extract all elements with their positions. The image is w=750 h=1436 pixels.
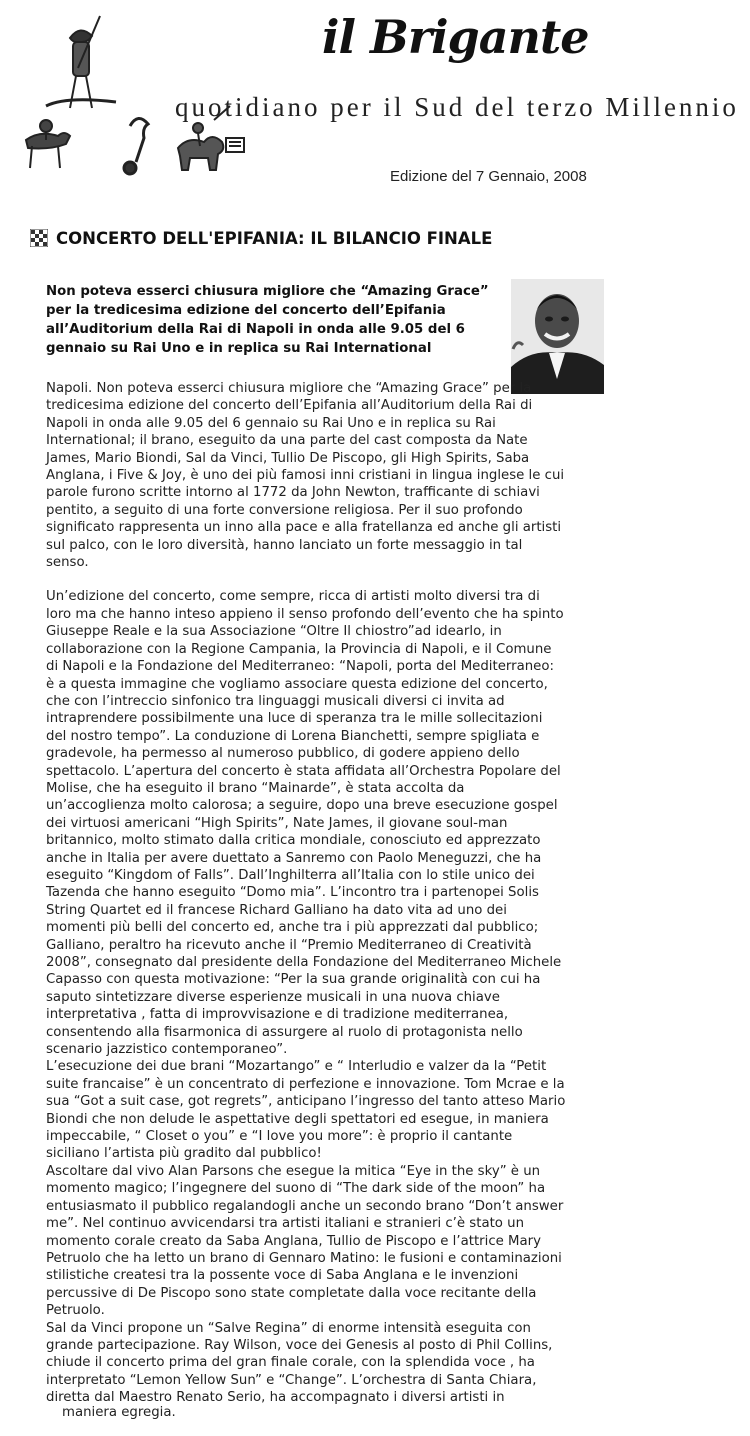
article-paragraph: Ascoltare dal vivo Alan Parsons che esegue la mitica “Eye in the sky” è un momento magico; l’ingegnere del suono di “The dark side of the moon” ha entusiasmato il pubblico regalandogli anche un secondo brano “Don’t answer me”. Nel continuo avvicendarsi tra artisti italiani e stranieri c’è stato un momento corale creato da Saba Anglana, Tullio de Piscopo e l’attrice Mary Petruolo che ha letto un brano di Gennaro Matino: le fusioni e contaminazioni stilistiche createsi tra la possente voce di Saba Anglana e le invenzioni percussive di De Piscopo sono state completate dalla voce recitante della Petruolo. [46, 1163, 564, 1319]
brigand-figure-icon [46, 16, 116, 108]
article-headline: CONCERTO DELL'EPIFANIA: IL BILANCIO FINALE [56, 228, 493, 248]
article-paragraph: Un’edizione del concerto, come sempre, ricca di artisti molto diversi tra di loro ma che hanno inteso appieno il senso profondo dell’evento che ha spinto Giuseppe Reale e la sua Associazione “Oltre Il chiostro”ad idearlo, in collaborazione con la Regione Campania, la Provincia di Napoli, e il Comune di Napoli e la Fondazione del Mediterraneo: “Napoli, porta del Mediterraneo: è a questa immagine che vogliamo associare questa edizione del concerto, che con l’intreccio sinfonico tra linguaggi musicali diversi ci invita ad intraprendere possibilmente una luce di speranza tra le mille sollecitazioni del nostro tempo”. La conduzione di Lorena Bianchetti, sempre spigliata e gradevole, ha permesso al numeroso pubblico, di godere appieno dello spettacolo. L’apertura del concerto è stata affidata all’Orchestra Popolare del Molise, che ha eseguito il brano “Mainarde”, è stata accolta da un’accoglienza molto calorosa; a seguire, dopo una breve esecuzione gospel dei virtuosi americani “High Spirits”, Nate James, il giovane soul-man britannico, molto stimato dalla critica mondiale, conosciuto ed apprezzato anche in Italia per avere duettato a Sanremo con Paolo Meneguzzi, che ha eseguito “Kingdom of Falls”. Dall’Inghilterra all’Italia con lo stile unico dei Tazenda che hanno eseguito “Domo mia”. L’incontro tra i partenopei Solis String Quartet ed il francese Richard Galliano ha dato vita ad uno dei momenti più belli del concerto ed, anche tra i più apprezzati dal pubblico; Galliano, peraltro ha ricevuto anche il “Premio Mediterraneo di Creatività 2008”, consegnato dal presidente della Fondazione del Mediterraneo Michele Capasso con questa motivazione: “Per la sua grande originalità con cui ha saputo sintetizzare diverse esperienze musicali in una nuova chiave interpretativa , fatta di improvvisazione e di tradizione mediterranea, consentendo alla fisarmonica di assurgere al ruolo di protagonista nello scenario jazzistico contemporaneo”. [46, 589, 564, 1058]
article-signoff: maniera egregia. [62, 1405, 176, 1420]
antique-arms-icon [124, 118, 148, 174]
masthead [0, 0, 750, 200]
edition-date: Edizione del 7 Gennaio, 2008 [390, 168, 587, 185]
newspaper-icon [226, 138, 244, 152]
article-photo [511, 279, 604, 394]
article-paragraph: Napoli. Non poteva esserci chiusura migliore che “Amazing Grace” per la tredicesima edizione del concerto dell’Epifania all’Auditorium della Rai di Napoli in onda alle 9.05 del 6 gennaio su Rai Uno e in replica su Rai International; il brano, eseguito da una parte del cast composta da Nate James, Mario Biondi, Sal da Vinci, Tullio De Piscopo, gli High Spirits, Saba Anglana, i Five & Joy, è uno dei più famosi inni cristiani in lingua inglese le cui parole furono scritte intorno al 1772 da John Newton, trafficante di schiavi pentito, a seguito di una forte conversione religiosa. Per il suo profondo significato rappresenta un inno alla pace e alla fratellanza ed anche gli artisti sul palco, con le loro diversità, hanno lanciato un forte messaggio in tal senso. [46, 381, 565, 571]
headline-row [30, 226, 492, 250]
article-paragraph: Sal da Vinci propone un “Salve Regina” di enorme intensità eseguita con grande partecipazione. Ray Wilson, voce dei Genesis al posto di Phil Collins, chiude il concerto prima del gran finale corale, con la splendida voce , ha interpretato “Lemon Yellow Sun” e “Change”. L’orchestra di Santa Chiara, diretta dal Maestro Renato Serio, ha accompagnato i diversi artisti in [46, 1320, 553, 1406]
portrait-image [511, 279, 604, 394]
checkered-bullet-icon [30, 229, 48, 247]
article-lead: Non poteva esserci chiusura migliore che “Amazing Grace” per la tredicesima edizione del concerto dell’Epifania all’Auditorium della Rai di Napoli in onda alle 9.05 del 6 gennaio su Rai Uno e in replica su Rai International [46, 284, 489, 356]
newspaper-tagline: quotidiano per il Sud del terzo Millennio [175, 92, 739, 122]
horse-rider-icon [26, 120, 70, 168]
article-paragraph: L’esecuzione dei due brani “Mozartango” e “ Interludio e valzer da la “Petit suite francaise” è un concentrato di perfezione e innovazione. Tom Mcrae e la sua “Got a suit case, got regrets”, anticipano l’ingresso del tanto atteso Mario Biondi che non delude le aspettative degli spettatori ed esegue, in maniera impeccabile, “ Closet o you” e “I love you more”: è proprio il cantante siciliano l’artista più gradito dal pubblico! [46, 1059, 566, 1162]
article-body [46, 380, 566, 1407]
newspaper-title: il Brigante [322, 10, 589, 64]
